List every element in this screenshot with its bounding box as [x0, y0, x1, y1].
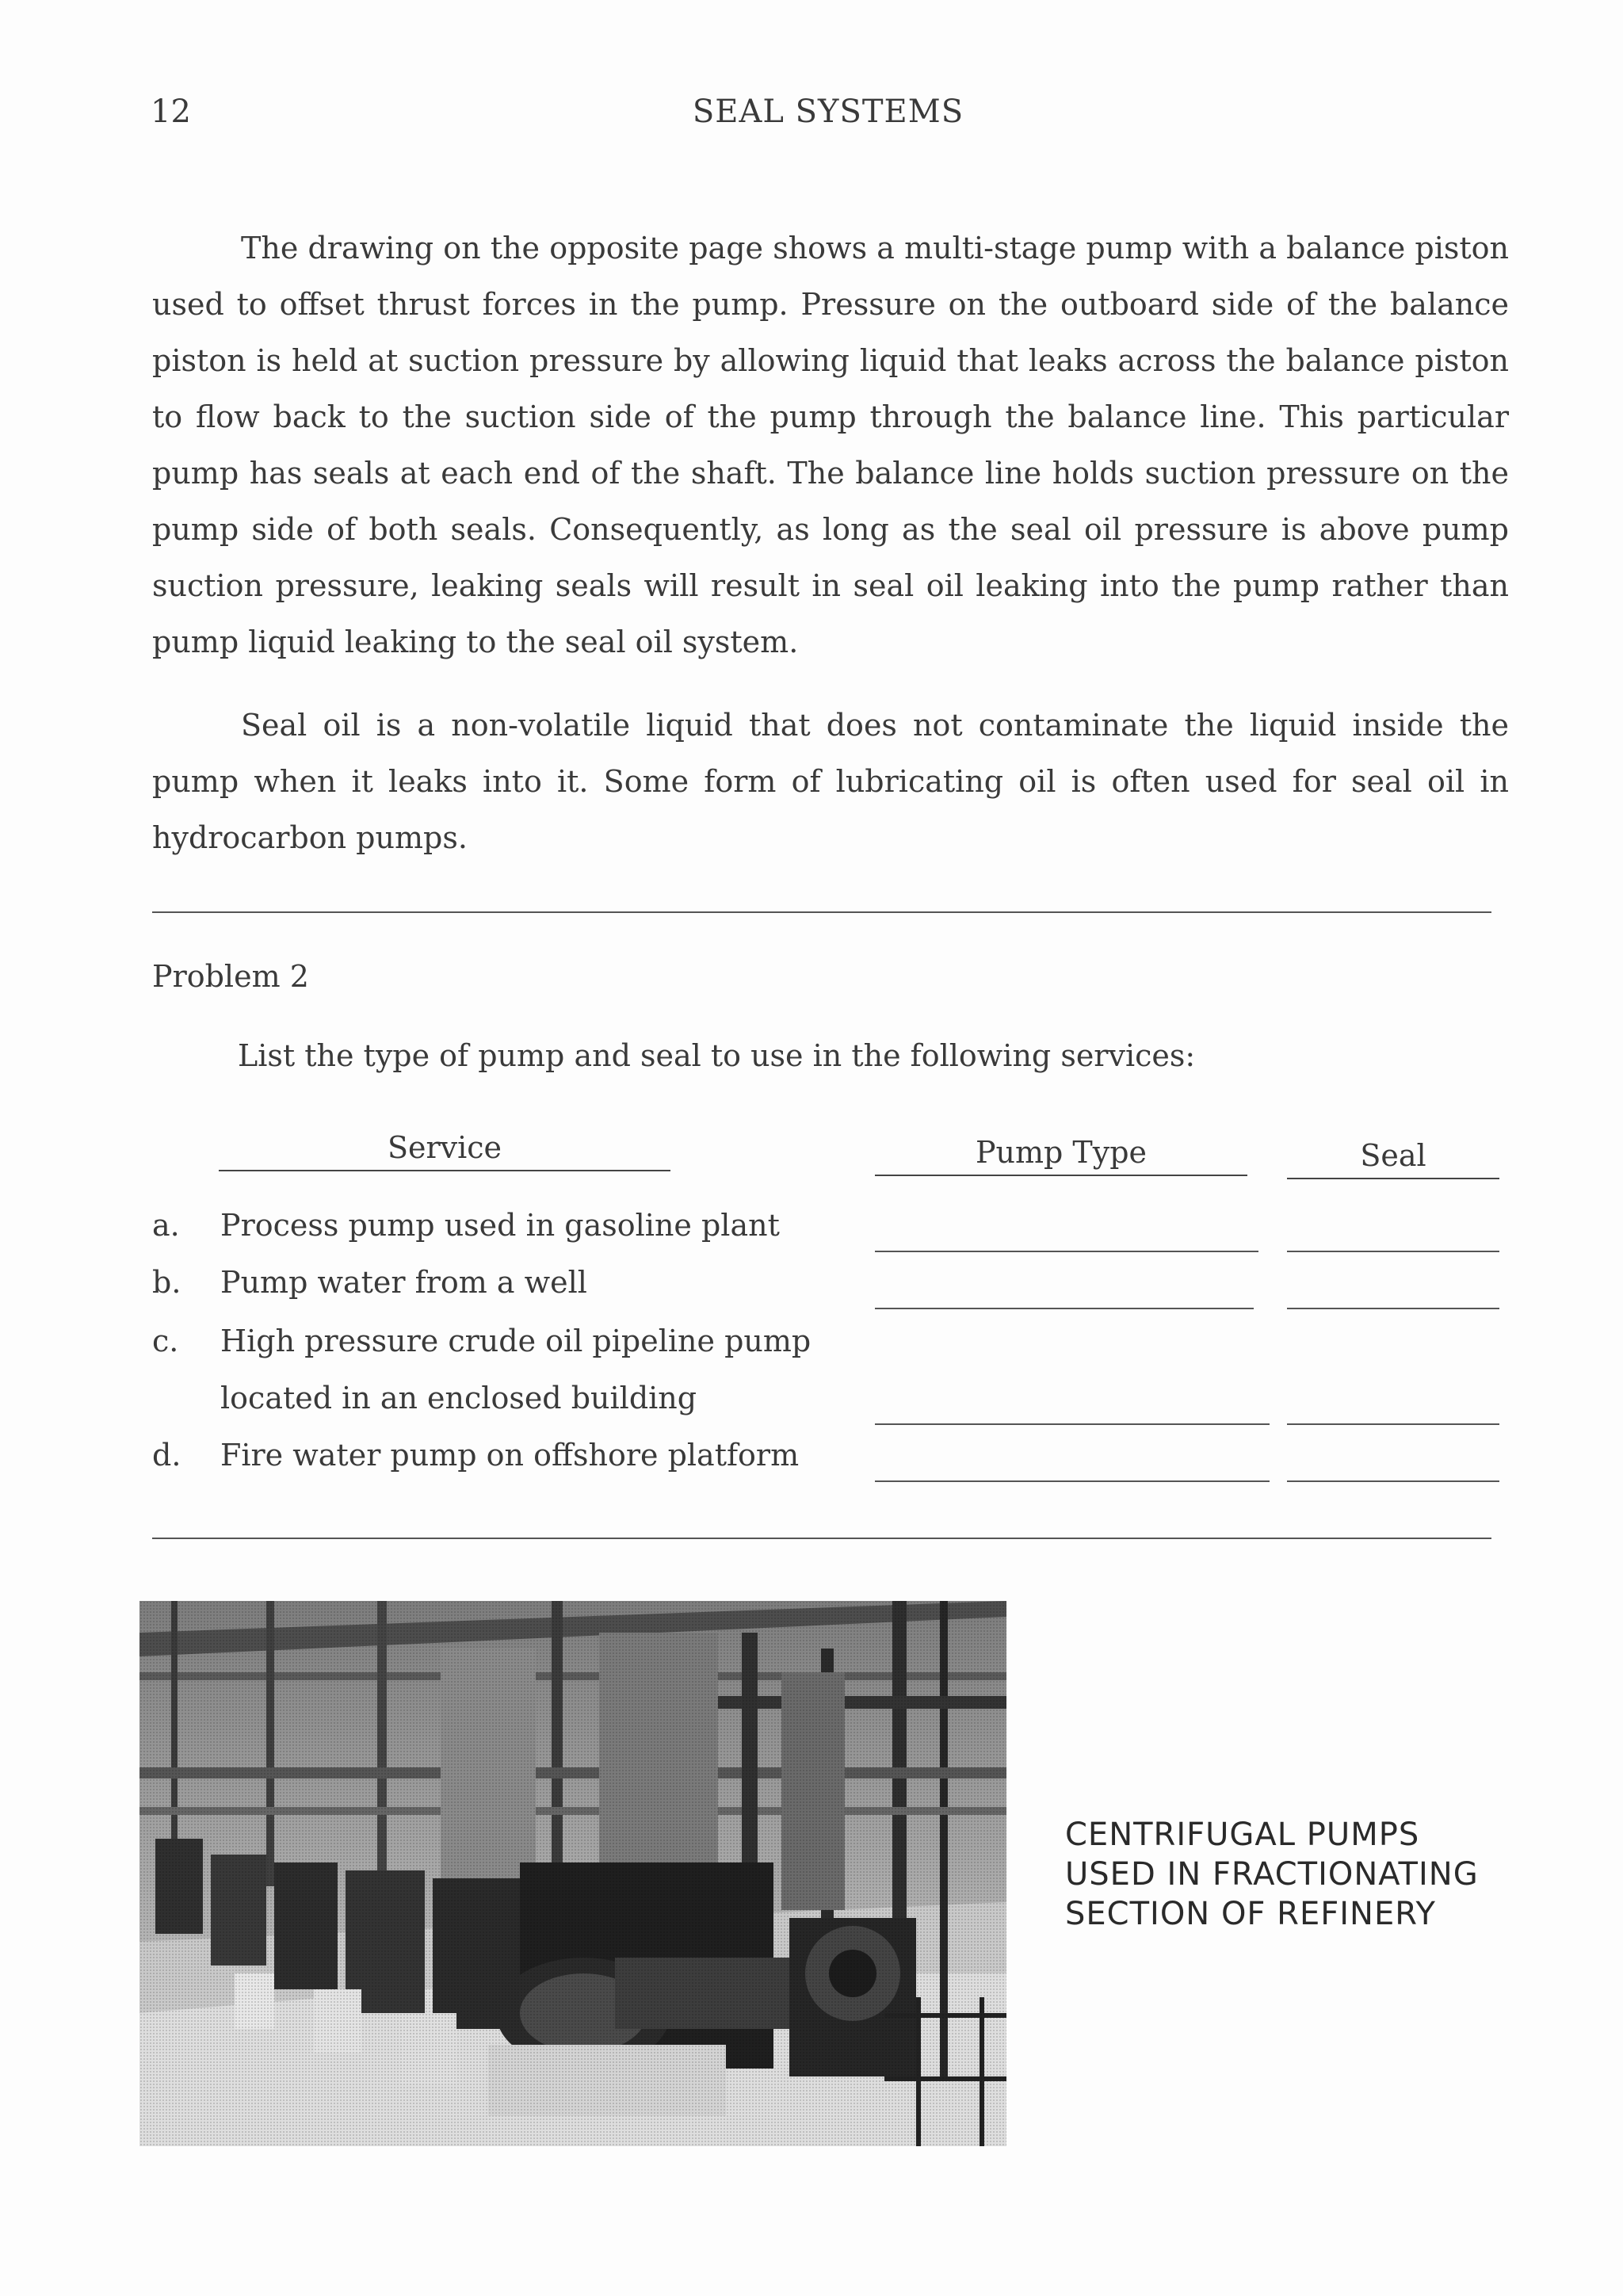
item-description: Fire water pump on offshore platform	[220, 1438, 800, 1473]
answer-blank-pump-c[interactable]	[875, 1423, 1270, 1425]
answer-blank-seal-b[interactable]	[1287, 1308, 1499, 1309]
page-number: 12	[151, 94, 191, 130]
section-divider-bottom	[152, 1538, 1491, 1539]
answer-blank-seal-a[interactable]	[1287, 1251, 1499, 1252]
caption-line: SECTION OF REFINERY	[1065, 1896, 1436, 1932]
refinery-pumps-photo	[139, 1601, 1006, 2146]
item-letter: b.	[152, 1265, 181, 1300]
item-description: Pump water from a well	[220, 1265, 587, 1300]
answer-blank-seal-d[interactable]	[1287, 1480, 1499, 1482]
section-divider-top	[152, 911, 1491, 913]
item-letter: d.	[152, 1438, 181, 1473]
answer-blank-pump-d[interactable]	[875, 1480, 1270, 1482]
caption-line: USED IN FRACTIONATING	[1065, 1856, 1479, 1893]
problem-instruction: List the type of pump and seal to use in the following services:	[238, 1038, 1196, 1073]
column-header-seal: Seal	[1287, 1138, 1499, 1179]
column-header-service: Service	[219, 1130, 670, 1171]
column-header-pump-type: Pump Type	[875, 1135, 1247, 1176]
photo-caption	[1065, 1815, 1479, 1934]
item-description: High pressure crude oil pipeline pump	[220, 1324, 812, 1358]
answer-blank-seal-c[interactable]	[1287, 1423, 1499, 1425]
running-head	[151, 94, 1506, 141]
item-description-continued: located in an enclosed building	[220, 1381, 697, 1415]
item-letter: c.	[152, 1324, 179, 1358]
paragraph-seal-oil: Seal oil is a non-volatile liquid that does not contaminate the liquid inside the pump when it leaks into it. Some form of lubricating oil is often used for seal oil in hydrocarbon pumps.	[152, 708, 1509, 855]
answer-blank-pump-b[interactable]	[875, 1308, 1254, 1309]
problem-label: Problem 2	[152, 959, 309, 994]
caption-line: CENTRIFUGAL PUMPS	[1065, 1817, 1420, 1853]
paragraph-balance-piston: The drawing on the opposite page shows a multi-stage pump with a balance piston used to offset thrust forces in the pump. Pressure on the outboard side of the balance piston is held at suction pressure by allowing liquid that leaks across the balance piston to flow back to the suction side of the pump through the balance line. This particular pump has seals at each end of the shaft. The balance line holds suction pressure on the pump side of both seals. Consequently, as long as the seal oil pressure is above pump suction pressure, leaking seals will result in seal oil leaking into the pump rather than pump liquid leaking to the seal oil system.	[152, 231, 1509, 659]
answer-blank-pump-a[interactable]	[875, 1251, 1258, 1252]
item-description: Process pump used in gasoline plant	[220, 1208, 780, 1243]
item-letter: a.	[152, 1208, 180, 1243]
running-title: SEAL SYSTEMS	[692, 94, 964, 130]
